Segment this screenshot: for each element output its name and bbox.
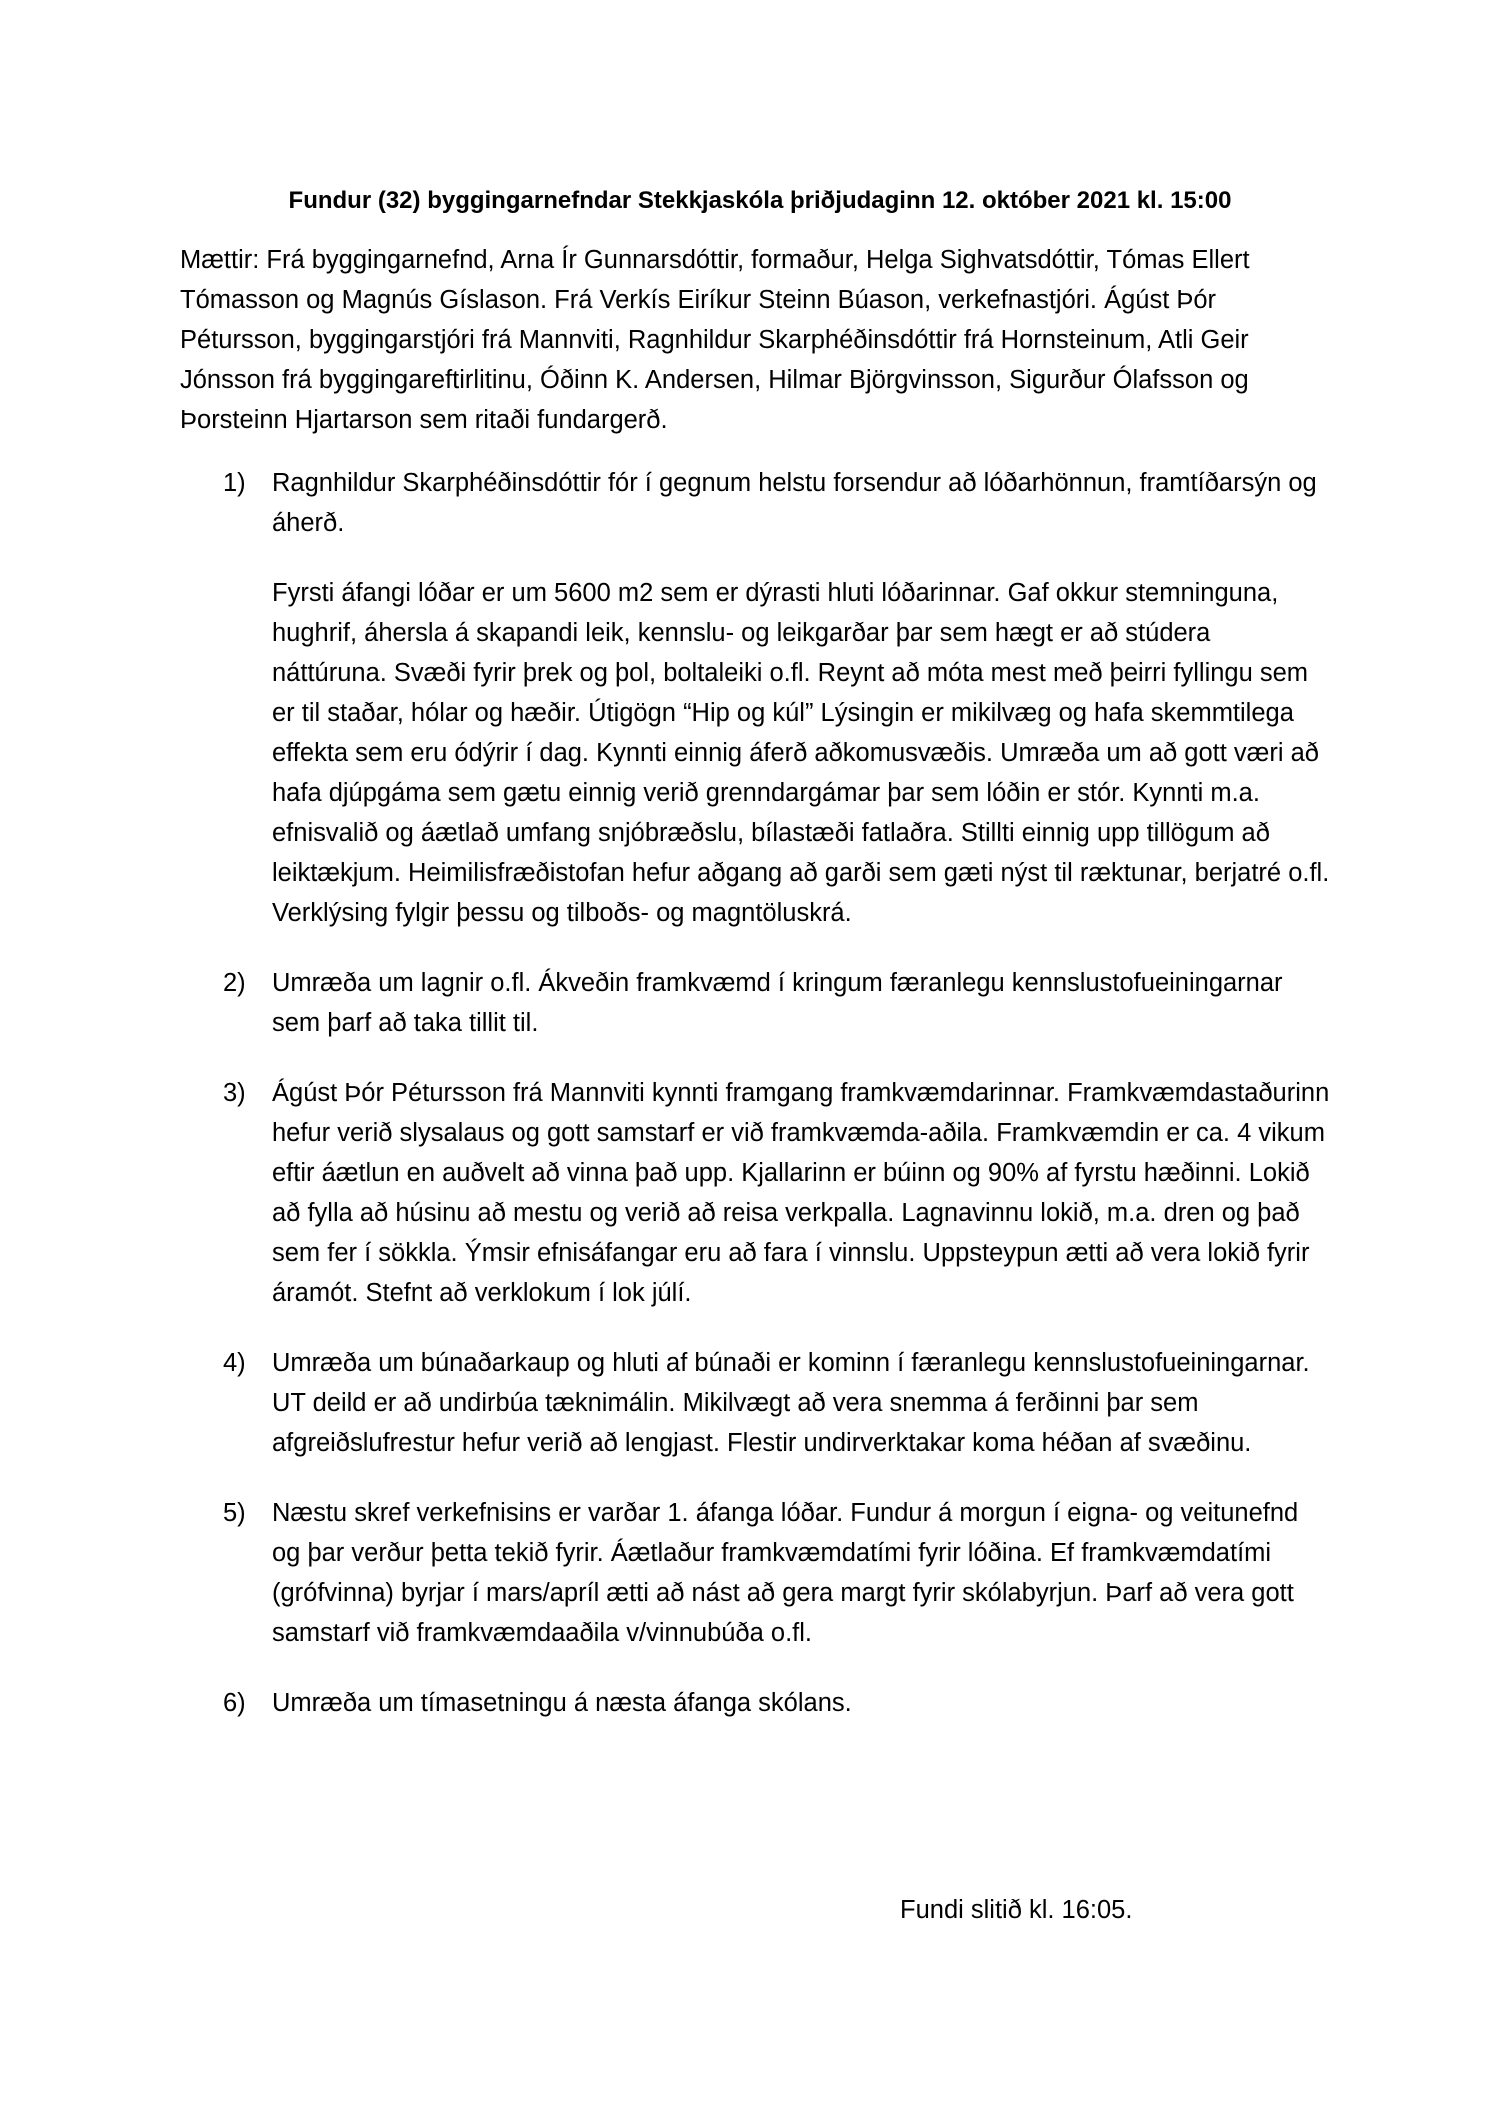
item-paragraph: Næstu skref verkefnisins er varðar 1. áfanga lóðar. Fundur á morgun í eigna- og veitunefnd og þar verður þetta tekið fyrir. Áætlaður framkvæmdatími fyrir lóðina. Ef framkvæmdatími (grófvinna) byrjar í mars/apríl ætti að nást að gera margt fyrir skólabyrjun. Þarf að vera gott samstarf við framkvæmdaaðila v/vinnubúða o.fl. <box>272 1499 1299 1647</box>
item-paragraph: Fyrsti áfangi lóðar er um 5600 m2 sem er dýrasti hluti lóðarinnar. Gaf okkur stemninguna, hughrif, áhersla á skapandi leik, kennslu- og leikgarðar þar sem hægt er að stúdera náttúruna. Svæði fyrir þrek og þol, boltaleiki o.fl. Reynt að móta mest með þeirri fyllingu sem er til staðar, hólar og hæðir. Útigögn “Hip og kúl” Lýsingin er mikilvæg og hafa skemmtilega effekta sem eru ódýrir í dag. Kynnti einnig áferð aðkomusvæðis. Umræða um að gott væri að hafa djúpgáma sem gætu einnig verið grenndargámar þar sem lóðin er stór. Kynnti m.a. efnisvalið og áætlað umfang snjóbræðslu, bílastæði fatlaðra. Stillti einnig upp tillögum að leiktækjum. Heimilisfræðistofan hefur aðgang að garði sem gæti nýst til ræktunar, berjatré o.fl. Verklýsing fylgir þessu og tilboðs- og magntöluskrá. <box>272 579 1330 927</box>
agenda-item-5 <box>180 1493 1330 1653</box>
agenda-item-1 <box>180 463 1330 933</box>
agenda-item-2 <box>180 963 1330 1043</box>
item-number: 2) <box>223 969 246 997</box>
item-number: 5) <box>223 1499 246 1527</box>
item-body <box>272 463 1330 933</box>
item-body <box>272 1493 1330 1653</box>
item-paragraph: Umræða um búnaðarkaup og hluti af búnaði er kominn í færanlegu kennslustofueiningarnar. UT deild er að undirbúa tæknimálin. Mikilvægt að vera snemma á ferðinni þar sem afgreiðslufrestur hefur verið að lengjast. Flestir undirverktakar koma héðan af svæðinu. <box>272 1349 1310 1457</box>
item-paragraph: Umræða um lagnir o.fl. Ákveðin framkvæmd í kringum færanlegu kennslustofueiningarnar sem þarf að taka tillit til. <box>272 969 1283 1037</box>
item-number: 1) <box>223 469 246 497</box>
item-body <box>272 963 1330 1043</box>
item-number: 4) <box>223 1349 246 1377</box>
item-body <box>272 1343 1330 1463</box>
closing-line: Fundi slitið kl. 16:05. <box>900 1896 1133 1924</box>
agenda-item-4 <box>180 1343 1330 1463</box>
item-paragraph: Umræða um tímasetningu á næsta áfanga skólans. <box>272 1689 852 1717</box>
agenda-item-3 <box>180 1073 1330 1313</box>
item-number: 3) <box>223 1079 246 1107</box>
agenda-item-6 <box>180 1683 1330 1723</box>
meeting-title: Fundur (32) byggingarnefndar Stekkjaskóla þriðjudaginn 12. október 2021 kl. 15:00 <box>288 187 1232 214</box>
item-paragraph: Ágúst Þór Pétursson frá Mannviti kynnti framgang framkvæmdarinnar. Framkvæmdastaðurinn hefur verið slysalaus og gott samstarf er við framkvæmda-aðila. Framkvæmdin er ca. 4 vikum eftir áætlun en auðvelt að vinna það upp. Kjallarinn er búinn og 90% af fyrstu hæðinni. Lokið að fylla að húsinu að mestu og verið að reisa verkpalla. Lagnavinnu lokið, m.a. dren og það sem fer í sökkla. Ýmsir efnisáfangar eru að fara í vinnslu. Uppsteypun ætti að vera lokið fyrir áramót. Stefnt að verklokum í lok júlí. <box>272 1079 1330 1307</box>
item-body <box>272 1683 1330 1723</box>
agenda-list <box>180 463 1330 1723</box>
item-paragraph: Ragnhildur Skarphéðinsdóttir fór í gegnum helstu forsendur að lóðarhönnun, framtíðarsýn og áherð. <box>272 469 1317 537</box>
item-body <box>272 1073 1330 1313</box>
item-number: 6) <box>223 1689 246 1717</box>
attendees-paragraph: Mættir: Frá byggingarnefnd, Arna Ír Gunnarsdóttir, formaður, Helga Sighvatsdóttir, Tómas Ellert Tómasson og Magnús Gíslason. Frá Verkís Eiríkur Steinn Búason, verkefnastjóri. Ágúst Þór Pétursson, byggingarstjóri frá Mannviti, Ragnhildur Skarphéðinsdóttir frá Hornsteinum, Atli Geir Jónsson frá byggingareftirlitinu, Óðinn K. Andersen, Hilmar Björgvinsson, Sigurður Ólafsson og Þorsteinn Hjartarson sem ritaði fundargerð. <box>180 246 1250 434</box>
